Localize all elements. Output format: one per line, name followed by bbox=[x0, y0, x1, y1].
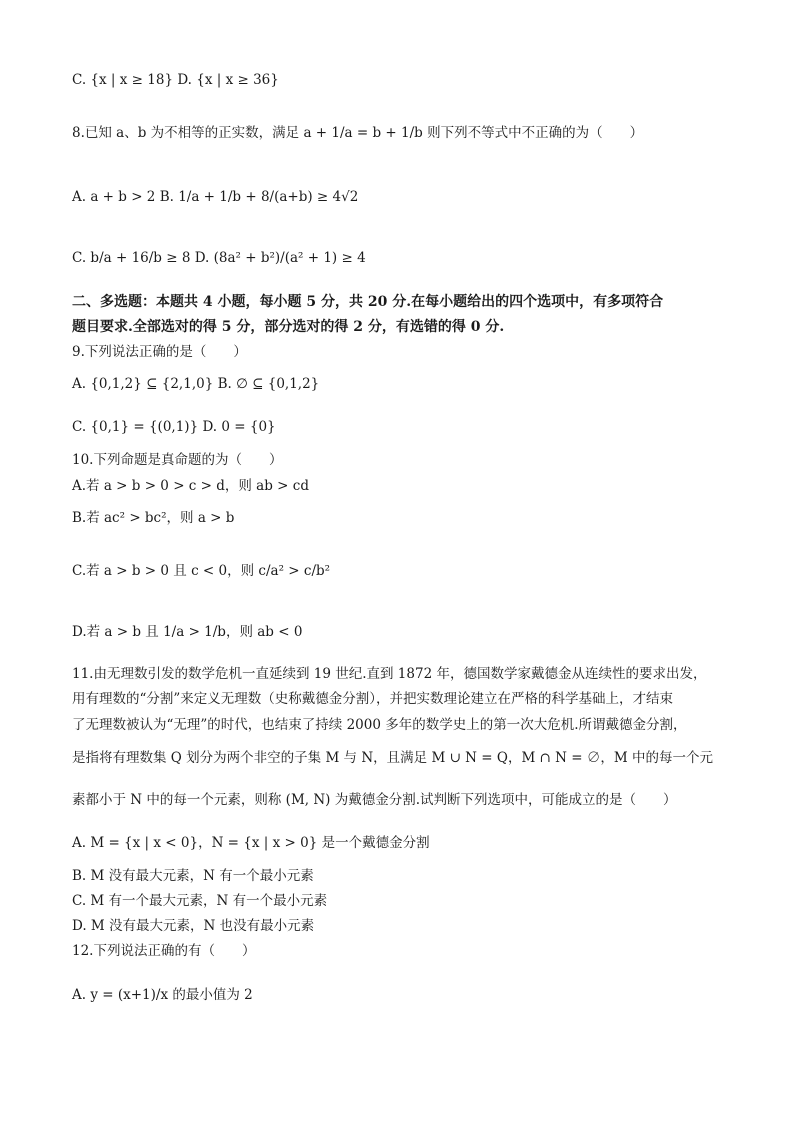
q8-options-ab: A. a + b > 2 B. 1/a + 1/b + 8/(a+b) ≥ 4√2 bbox=[72, 189, 359, 205]
q11-stem-line-1: 11.由无理数引发的数学危机一直延续到 19 世纪.直到 1872 年，德国数学家戴德金从连续性的要求出发， bbox=[72, 666, 707, 682]
q8-stem: 8.已知 a、b 为不相等的正实数，满足 a + 1/a = b + 1/b 则下列不等式中不正确的为（ ） bbox=[72, 125, 644, 141]
q7-options-cd: C. {x | x ≥ 18} D. {x | x ≥ 36} bbox=[72, 72, 279, 88]
q11-stem-line-4: 是指将有理数集 Q 划分为两个非空的子集 M 与 N，且满足 M ∪ N = Q，M ∩ N = ∅，M 中的每一个元 bbox=[72, 750, 713, 766]
q11-option-d: D. M 没有最大元素，N 也没有最小元素 bbox=[72, 918, 315, 934]
q11-stem-line-2: 用有理数的“分割”来定义无理数（史称戴德金分割），并把实数理论建立在严格的科学基础上，才结束 bbox=[72, 691, 674, 707]
section2-header-1: 二、多选题：本题共 4 小题，每小题 5 分，共 20 分.在每小题给出的四个选项中，有多项符合 bbox=[72, 294, 664, 310]
q11-stem-line-5: 素都小于 N 中的每一个元素，则称 (M, N) 为戴德金分割.试判断下列选项中，可能成立的是（ ） bbox=[72, 792, 677, 808]
q12-stem: 12.下列说法正确的有（ ） bbox=[72, 943, 256, 959]
q8-options-cd: C. b/a + 16/b ≥ 8 D. (8a² + b²)/(a² + 1) ≥ 4 bbox=[72, 250, 366, 266]
q11-option-c: C. M 有一个最大元素，N 有一个最小元素 bbox=[72, 893, 328, 909]
q9-options-cd: C. {0,1} = {(0,1)} D. 0 = {0} bbox=[72, 419, 276, 435]
q9-options-ab: A. {0,1,2} ⊆ {2,1,0} B. ∅ ⊆ {0,1,2} bbox=[72, 376, 320, 392]
q10-option-b: B.若 ac² > bc²，则 a > b bbox=[72, 510, 235, 526]
q11-option-a: A. M = {x | x < 0}，N = {x | x > 0} 是一个戴德金分割 bbox=[72, 835, 430, 851]
section2-header-2: 题目要求.全部选对的得 5 分，部分选对的得 2 分，有选错的得 0 分. bbox=[72, 319, 505, 335]
q11-option-b: B. M 没有最大元素，N 有一个最小元素 bbox=[72, 868, 314, 884]
q10-option-c: C.若 a > b > 0 且 c < 0，则 c/a² > c/b² bbox=[72, 563, 331, 579]
q12-option-a: A. y = (x+1)/x 的最小值为 2 bbox=[72, 987, 253, 1003]
q10-option-d: D.若 a > b 且 1/a > 1/b，则 ab < 0 bbox=[72, 624, 303, 640]
q10-stem: 10.下列命题是真命题的为（ ） bbox=[72, 452, 283, 468]
q9-stem: 9.下列说法正确的是（ ） bbox=[72, 344, 247, 360]
q11-stem-line-3: 了无理数被认为“无理”的时代，也结束了持续 2000 多年的数学史上的第一次大危机.所谓戴德金分割， bbox=[72, 717, 687, 733]
q10-option-a: A.若 a > b > 0 > c > d，则 ab > cd bbox=[72, 478, 309, 494]
